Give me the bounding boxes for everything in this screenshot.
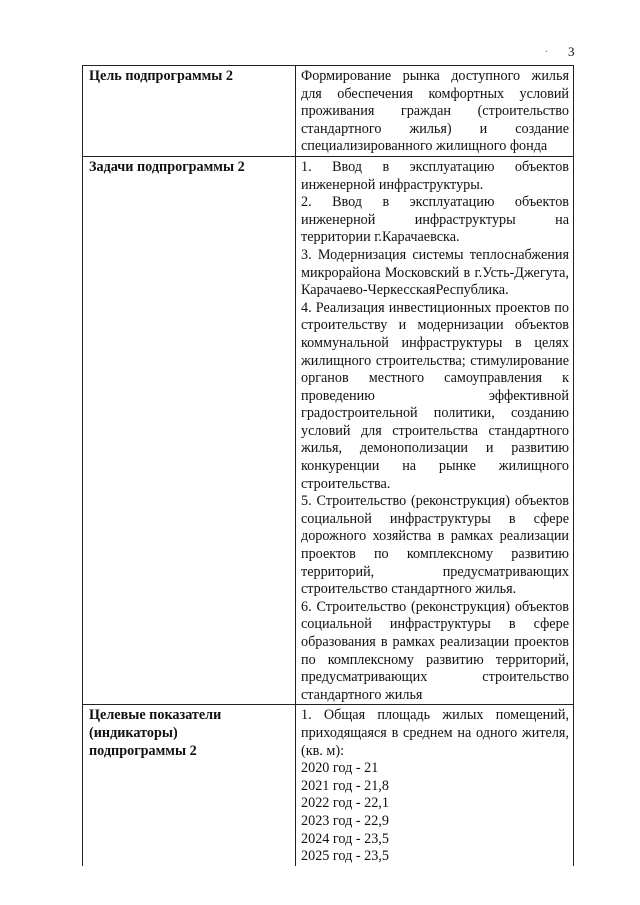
task-item: 2. Ввод в эксплуатацию объектов инженерной инфраструктуры на территории г.Карачаевска.: [301, 194, 569, 246]
page-mark: .: [545, 44, 548, 55]
indicators-label-line: подпрограммы 2: [89, 742, 197, 759]
table-row-indicators: [83, 705, 574, 866]
task-item: 6. Строительство (реконструкция) объектов социальной инфраструктуры в сфере образования в рамках реализации проектов по комплексному развитию территорий, предусматривающих строительство стандартного жилья: [301, 598, 569, 703]
task-item: 1. Ввод в эксплуатацию объектов инженерной инфраструктуры.: [301, 158, 569, 193]
tasks-content: [296, 156, 574, 704]
indicators-label: [83, 705, 296, 866]
indicator-value: 2023 год - 22,9: [301, 812, 389, 829]
indicators-label-line: Целевые показатели: [89, 707, 222, 724]
indicators-label-line: (индикаторы): [89, 724, 178, 741]
indicator-intro: 1. Общая площадь жилых помещений, приходящаяся в среднем на одного жителя, (кв. м):: [301, 707, 569, 759]
task-item: 3. Модернизация системы теплоснабжения микрорайона Московский в г.Усть-Джегута, Карачаево-ЧеркесскаяРеспублика.: [301, 246, 569, 299]
indicator-value: 2020 год - 21: [301, 760, 379, 777]
page-number: 3: [568, 44, 575, 59]
subprogram-table: [82, 65, 574, 866]
goal-label: Цель подпрограммы 2: [83, 66, 296, 157]
indicators-content: [296, 705, 574, 866]
indicator-value: 2022 год - 22,1: [301, 795, 389, 812]
table-row-tasks: [83, 156, 574, 704]
goal-content: Формирование рынка доступного жилья для обеспечения комфортных условий проживания граждан (строительство стандартного жилья) и создание специализированного жилищного фонда: [296, 66, 574, 157]
table-row-goal: [83, 66, 574, 157]
task-item: 5. Строительство (реконструкция) объектов социальной инфраструктуры в сфере дорожного хозяйства в рамках реализации проектов по комплексному развитию территорий, предусматривающих строительство стандартного жилья.: [301, 493, 569, 598]
indicator-value: 2021 год - 21,8: [301, 777, 389, 794]
tasks-label: Задачи подпрограммы 2: [83, 156, 296, 704]
task-item: 4. Реализация инвестиционных проектов по строительству и модернизации объектов коммунальной инфраструктуры в целях жилищного строительства; стимулирование органов местного самоуправления к проведению эффективной градостроительной политики, созданию условий для строительства стандартного жилья, демонополизации и развитию конкуренции на рынке жилищного строительства.: [301, 299, 569, 492]
indicator-value: 2024 год - 23,5: [301, 830, 389, 847]
indicator-value: 2025 год - 23,5: [301, 848, 389, 865]
